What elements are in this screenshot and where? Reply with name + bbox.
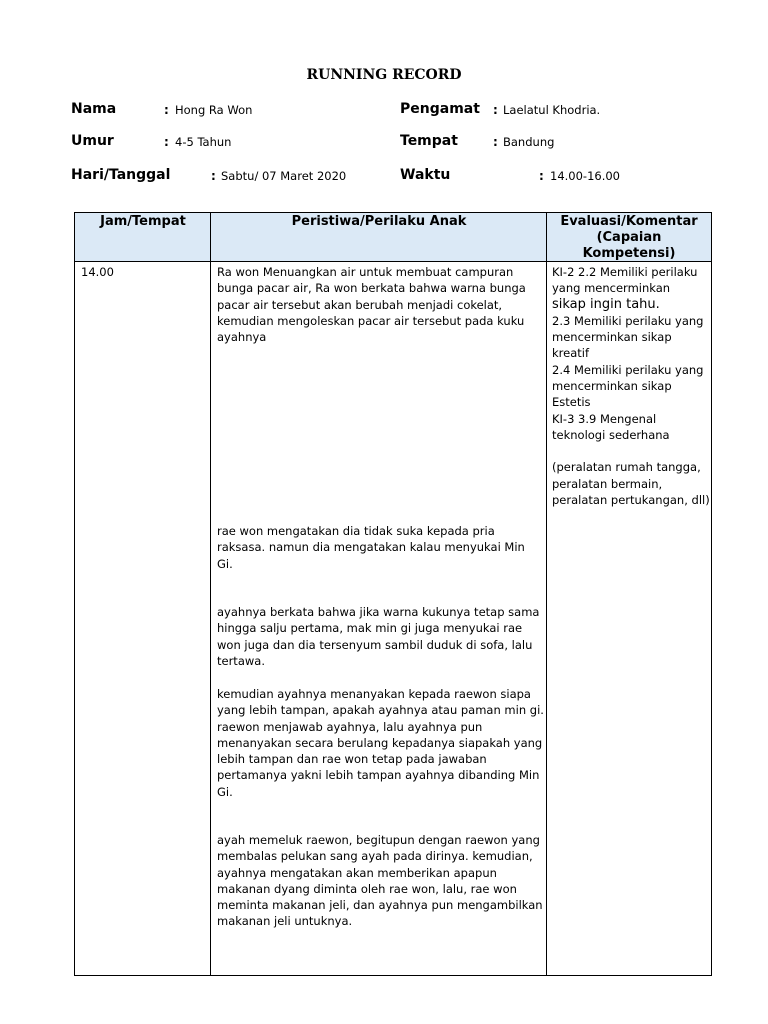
tempat-colon: : <box>493 135 498 149</box>
umur-value: 4-5 Tahun <box>175 135 232 149</box>
evaluation-line: KI-2 2.2 Memiliki perilaku yang mencerminkan <box>552 265 698 296</box>
pengamat-value: Laelatul Khodria. <box>503 103 601 117</box>
evaluation-line: sikap ingin tahu. <box>552 296 660 312</box>
event-paragraph: ayahnya berkata bahwa jika warna kukunya tetap sama hingga salju pertama, mak min gi juga menyukai rae won juga dan dia tersenyum sambil duduk di sofa, lalu tertawa. <box>217 605 540 668</box>
pengamat-colon: : <box>493 103 498 117</box>
time-cell: 14.00 <box>81 265 114 279</box>
event-paragraph: ayah memeluk raewon, begitupun dengan raewon yang membalas pelukan sang ayah pada dirinya. kemudian, ayahnya mengatakan akan memberikan apapun makanan dyang diminta oleh rae won, lalu, rae won meminta makanan jeli, dan ayahnya pun mengambilkan makanan jeli untuknya. <box>217 833 543 929</box>
hari-tanggal-label: Hari/Tanggal <box>71 167 171 183</box>
evaluation-line: 2.4 Memiliki perilaku yang mencerminkan sikap Estetis <box>552 362 704 410</box>
umur-colon: : <box>164 135 169 149</box>
hari-tanggal-colon: : <box>211 169 216 183</box>
page-title: RUNNING RECORD <box>306 67 462 83</box>
header-jam-tempat: Jam/Tempat <box>100 214 186 229</box>
evaluation-line: (peralatan rumah tangga, peralatan bermain, peralatan pertukangan, dll) <box>552 460 710 507</box>
waktu-label: Waktu <box>400 167 451 183</box>
column-divider <box>210 213 211 975</box>
evaluation-line: 2.3 Memiliki perilaku yang mencerminkan sikap kreatif <box>552 313 704 361</box>
nama-colon: : <box>164 103 169 117</box>
nama-value: Hong Ra Won <box>175 103 253 117</box>
record-table <box>74 212 712 976</box>
evaluation-cell <box>552 264 710 508</box>
event-paragraph: rae won mengatakan dia tidak suka kepada pria raksasa. namun dia mengatakan kalau menyukai Min Gi. <box>217 524 525 571</box>
umur-label: Umur <box>71 133 114 149</box>
pengamat-label: Pengamat <box>400 101 480 117</box>
evaluation-line: KI-3 3.9 Mengenal teknologi sederhana <box>552 411 670 442</box>
waktu-value: 14.00-16.00 <box>550 169 620 183</box>
tempat-label: Tempat <box>400 133 458 149</box>
event-paragraph: kemudian ayahnya menanyakan kepada raewon siapa yang lebih tampan, apakah ayahnya atau paman min gi. raewon menjawab ayahnya, lalu ayahnya pun menanyakan secara berulang kepadanya siapakah yang lebih tampan dan rae won tetap pada jawaban pertamanya yakni lebih tampan ayahnya dibanding Min Gi. <box>217 687 544 799</box>
event-paragraph: Ra won Menuangkan air untuk membuat campuran bunga pacar air, Ra won berkata bahwa warna bunga pacar air tersebut akan berubah menjadi cokelat, kemudian mengoleskan pacar air tersebut pada kuku ayahnya <box>217 265 526 345</box>
header-peristiwa: Peristiwa/Perilaku Anak <box>291 214 467 229</box>
nama-label: Nama <box>71 101 117 117</box>
hari-tanggal-value: Sabtu/ 07 Maret 2020 <box>221 169 347 183</box>
header-evaluasi: Evaluasi/Komentar (Capaian Kompetensi) <box>560 214 698 261</box>
waktu-colon: : <box>539 169 544 183</box>
tempat-value: Bandung <box>503 135 555 149</box>
